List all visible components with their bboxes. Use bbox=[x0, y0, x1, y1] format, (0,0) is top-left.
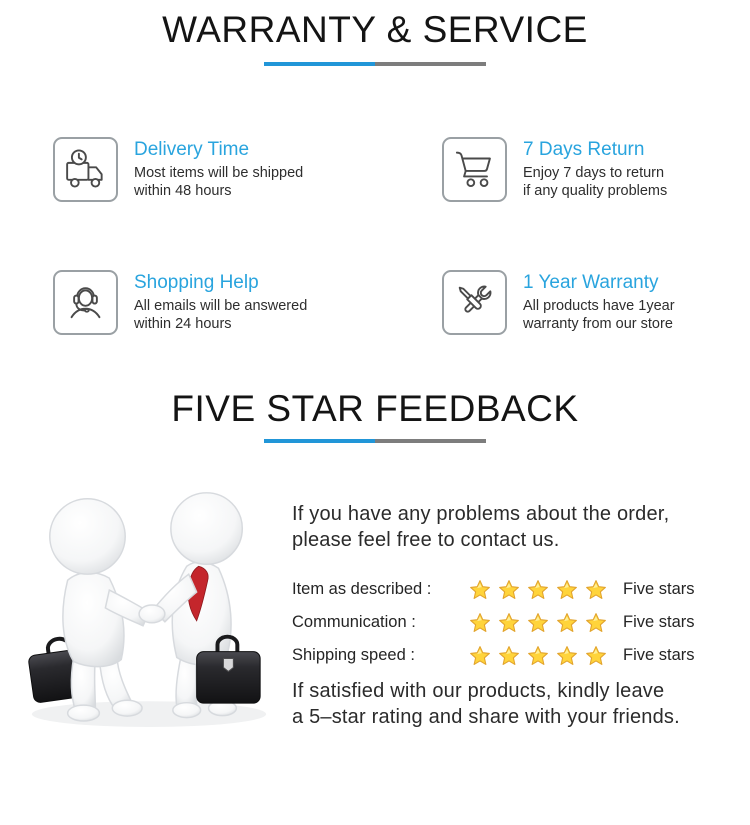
cart-icon bbox=[442, 137, 507, 202]
star-icon bbox=[498, 612, 520, 634]
star-icon bbox=[556, 612, 578, 634]
star-rating bbox=[469, 579, 607, 601]
service-item-shopping-help bbox=[53, 270, 307, 335]
feedback-text-block bbox=[292, 501, 740, 730]
rating-row-item-as-described bbox=[292, 573, 740, 606]
service-description: All products have 1year warranty from our store bbox=[523, 298, 675, 332]
rating-suffix: Five stars bbox=[623, 613, 695, 631]
star-icon bbox=[527, 645, 549, 667]
warranty-title-underline bbox=[264, 62, 486, 66]
service-item-delivery-time bbox=[53, 137, 303, 202]
star-icon bbox=[556, 579, 578, 601]
headset-support-icon bbox=[53, 270, 118, 335]
service-text bbox=[523, 137, 667, 202]
feedback-section-title: FIVE STAR FEEDBACK bbox=[171, 388, 579, 429]
feedback-outro: If satisfied with our products, kindly leave a 5–star rating and share with your friends. bbox=[292, 680, 680, 728]
handshake-hands bbox=[139, 605, 165, 623]
star-rating bbox=[469, 645, 607, 667]
star-icon bbox=[527, 612, 549, 634]
star-rating bbox=[469, 612, 607, 634]
feedback-title-underline bbox=[264, 439, 486, 443]
service-title: 7 Days Return bbox=[523, 139, 645, 160]
service-text bbox=[134, 270, 307, 335]
service-description: Enjoy 7 days to return if any quality problems bbox=[523, 165, 668, 199]
star-icon bbox=[585, 612, 607, 634]
star-icon bbox=[469, 612, 491, 634]
service-description: Most items will be shipped within 48 hours bbox=[134, 165, 304, 199]
service-item-7-days-return bbox=[442, 137, 667, 202]
rating-label: Communication : bbox=[292, 613, 416, 631]
rating-label: Item as described : bbox=[292, 580, 432, 598]
tools-icon bbox=[442, 270, 507, 335]
service-title: 1 Year Warranty bbox=[523, 272, 659, 293]
service-item-1-year-warranty bbox=[442, 270, 675, 335]
rating-rows bbox=[292, 573, 740, 672]
rating-label: Shipping speed : bbox=[292, 646, 415, 664]
service-title: Delivery Time bbox=[134, 139, 250, 160]
star-icon bbox=[469, 645, 491, 667]
truck-clock-icon bbox=[53, 137, 118, 202]
rating-suffix: Five stars bbox=[623, 580, 695, 598]
star-icon bbox=[585, 645, 607, 667]
star-icon bbox=[498, 579, 520, 601]
star-icon bbox=[527, 579, 549, 601]
star-icon bbox=[469, 579, 491, 601]
star-icon bbox=[556, 645, 578, 667]
star-icon bbox=[498, 645, 520, 667]
star-icon bbox=[585, 579, 607, 601]
service-description: All emails will be answered within 24 hours bbox=[134, 298, 308, 332]
feedback-intro: If you have any problems about the order, please feel free to contact us. bbox=[292, 503, 670, 551]
handshake-figures-illustration bbox=[22, 463, 280, 733]
rating-suffix: Five stars bbox=[623, 646, 695, 664]
rating-row-shipping-speed bbox=[292, 639, 740, 672]
warranty-section-title: WARRANTY & SERVICE bbox=[162, 9, 588, 50]
service-title: Shopping Help bbox=[134, 272, 259, 293]
service-text bbox=[523, 270, 675, 335]
rating-row-communication bbox=[292, 606, 740, 639]
service-text bbox=[134, 137, 303, 202]
